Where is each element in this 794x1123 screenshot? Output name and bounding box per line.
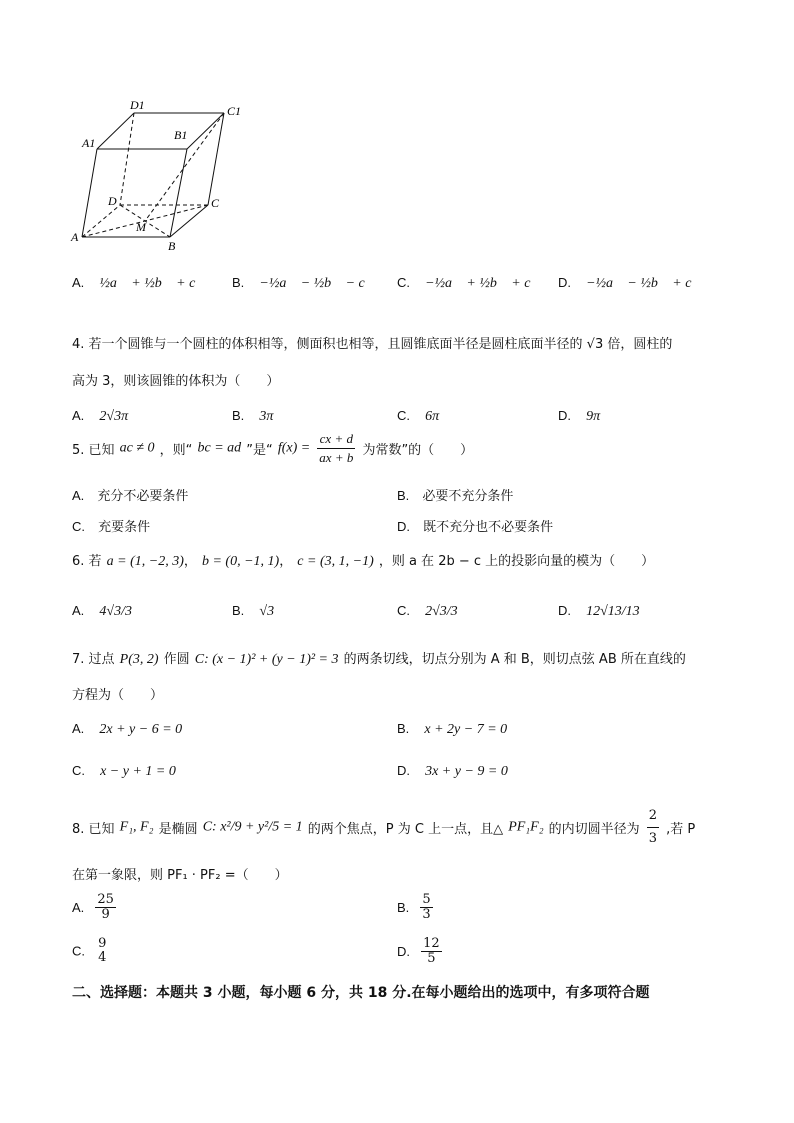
q3-option-b[interactable]: B. −½a⃗ − ½b⃗ − c⃗: [232, 275, 376, 291]
q4-stem-line2: 高为 3，则该圆锥的体积为（ ）: [72, 374, 280, 389]
q8-stem-line1: 8. 已知 F₁, F₂ 是椭圆 C: x²/9 + y²/5 = 1 的两个焦点，P 为 C 上一点，且△ PF₁F₂ 的内切圆半径为 $\frac{2}{3}$ ,若 P: [72, 805, 695, 850]
label-d: D: [108, 194, 117, 208]
q5-option-c[interactable]: C. 充要条件: [72, 519, 151, 535]
q3-option-a[interactable]: A. ½a⃗ + ½b⃗ + c⃗: [72, 275, 207, 291]
q7-stem-line1: 7. 过点 P(3, 2) 作圆 C: (x − 1)² + (y − 1)² = 3 的两条切线，切点分别为 A 和 B，则切点弦 AB 所在直线的: [72, 652, 686, 667]
q7-option-d[interactable]: D. 3x + y − 9 = 0: [397, 763, 508, 779]
q4-option-c[interactable]: C. 6π: [397, 408, 440, 424]
parallelepiped-figure: [70, 95, 270, 255]
q6-option-b[interactable]: B. √3: [232, 603, 275, 619]
label-a: A: [71, 230, 79, 244]
section-2-heading: 二、选择题：本题共 3 小题，每小题 6 分，共 18 分.在每小题给出的选项中，有多项符合题: [72, 985, 650, 1001]
q8-option-d[interactable]: D. $\frac{12}{5}$: [397, 936, 440, 966]
label-c: C: [211, 196, 220, 210]
q3-option-c[interactable]: C. −½a⃗ + ½b⃗ + c⃗: [397, 275, 542, 291]
q5-fraction: $\frac{cx + d}{ax + b}$: [319, 431, 354, 465]
q5-option-d[interactable]: D. 既不充分也不必要条件: [397, 519, 554, 535]
q7-option-b[interactable]: B. x + 2y − 7 = 0: [397, 721, 508, 737]
q5-stem: 5. 已知 ac ≠ 0 ，则“ bc = ad ”是“ f(x) = $\frac{cx + d}{ax + b}$ 为常数”的（ ）: [72, 431, 474, 465]
q3-option-d[interactable]: D. −½a⃗ − ½b⃗ + c⃗: [558, 275, 703, 291]
q6-option-d[interactable]: D. 12√13/13: [558, 603, 640, 619]
q7-stem-line2: 方程为（ ）: [72, 688, 164, 703]
q5-option-b[interactable]: B. 必要不充分条件: [397, 488, 514, 504]
q6-stem: 6. 若 a = (1, −2, 3)， b = (0, −1, 1)， c = (3, 1, −1) ，则 a 在 2b − c 上的投影向量的模为（ ）: [72, 554, 655, 569]
q8-option-c[interactable]: C. 9 4: [72, 936, 107, 965]
q8-stem-line2: 在第一象限，则 PF₁ · PF₂ =（ ）: [72, 868, 288, 883]
q5-option-a[interactable]: A. 充分不必要条件: [72, 488, 189, 504]
q7-option-c[interactable]: C. x − y + 1 = 0: [72, 763, 176, 779]
label-c1: C1: [227, 104, 242, 118]
q7-option-a[interactable]: A. 2x + y − 6 = 0: [72, 721, 183, 737]
q4-option-d[interactable]: D. 9π: [558, 408, 601, 424]
label-b1: B1: [174, 128, 188, 142]
q4-stem-line1: 4. 若一个圆锥与一个圆柱的体积相等，侧面积也相等，且圆锥底面半径是圆柱底面半径的 √3 倍，圆柱的: [72, 337, 673, 352]
label-d1: D1: [130, 98, 145, 112]
q4-option-b[interactable]: B. 3π: [232, 408, 274, 424]
label-a1: A1: [82, 136, 96, 150]
label-b: B: [168, 239, 176, 253]
q8-radius-fraction: $\frac{2}{3}$: [647, 805, 659, 850]
q8-option-b[interactable]: B. $\frac{5}{3}$: [397, 892, 431, 922]
q8-option-a[interactable]: A. $\frac{25}{9}$: [72, 892, 114, 922]
q6-option-a[interactable]: A. 4√3/3: [72, 603, 132, 619]
q6-option-c[interactable]: C. 2√3/3: [397, 603, 458, 619]
label-m: M: [136, 220, 146, 234]
q4-option-a[interactable]: A. 2√3π: [72, 408, 129, 424]
